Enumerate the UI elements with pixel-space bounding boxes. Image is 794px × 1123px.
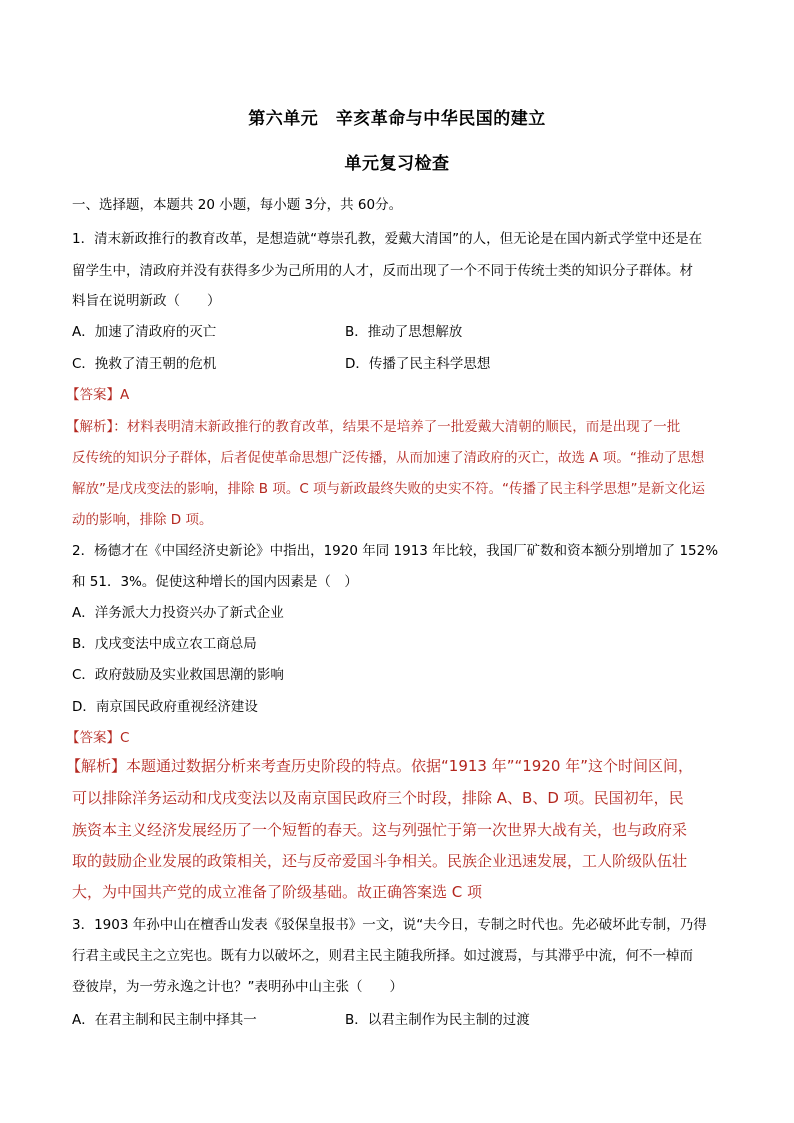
answer-label: 【答案】 (66, 730, 120, 746)
question-3-option-b: B．以君主制作为民主制的过渡 (345, 1012, 530, 1028)
question-3-option-a: A．在君主制和民主制中择其一 (72, 1012, 257, 1028)
question-3-stem-line-3: 登彼岸，为一劳永逸之计也？”表明孙中山主张（ ） (72, 979, 403, 995)
question-1-option-a: A．加速了清政府的灭亡 (72, 324, 217, 340)
page-subtitle: 单元复习检查 (344, 154, 450, 174)
question-3-stem-line-1: 3．1903 年孙中山在檀香山发表《驳保皇报书》一文，说“夫今日，专制之时代也。先必破坏此专制，乃得 (72, 917, 707, 933)
question-1-analysis-line-1: 【解析】：材料表明清末新政推行的教育改革，结果不是培养了一批爱戴大清朝的顺民，而是出现了一批 (66, 419, 681, 435)
question-1-option-d: D．传播了民主科学思想 (345, 356, 491, 372)
unit-title: 第六单元 辛亥革命与中华民国的建立 (248, 109, 546, 129)
question-2-answer (66, 726, 129, 746)
question-1-stem-line-2: 留学生中，清政府并没有获得多少为己所用的人才，反而出现了一个不同于传统士类的知识分子群体。材 (72, 263, 693, 279)
question-3-stem-line-2: 行君主或民主之立宪也。既有力以破坏之，则君主民主随我所择。如过渡焉，与其滞乎中流，何不一棹而 (72, 948, 693, 964)
question-2-analysis-line-3: 族资本主义经济发展经历了一个短暂的春天。这与列强忙于第一次世界大战有关，也与政府采 (72, 821, 688, 839)
question-1-option-c: C．挽救了清王朝的危机 (72, 356, 217, 372)
question-2-option-d: D．南京国民政府重视经济建设 (72, 699, 258, 715)
question-2-analysis-line-1: 【解析】本题通过数据分析来考查历史阶段的特点。依据“1913 年”“1920 年”这个时间区间， (66, 757, 693, 775)
question-2-analysis-line-5: 大，为中国共产党的成立准备了阶级基础。故正确答案选 C 项 (72, 883, 483, 901)
section-heading: 一、选择题，本题共 20 小题，每小题 3分，共 60分。 (72, 197, 403, 213)
question-1-option-b: B．推动了思想解放 (345, 324, 463, 340)
question-1-analysis-line-3: 解放”是戊戌变法的影响，排除 B 项。C 项与新政最终失败的史实不符。“传播了民主科学思想”是新文化运 (72, 481, 706, 497)
answer-label: 【答案】 (66, 387, 120, 403)
answer-value: C (120, 730, 130, 746)
question-2-stem-line-1: 2．杨德才在《中国经济史新论》中指出，1920 年同 1913 年比较，我国厂矿数和资本额分别增加了 152% (72, 543, 719, 559)
question-2-option-a: A．洋务派大力投资兴办了新式企业 (72, 605, 284, 621)
question-2-stem-line-2: 和 51．3%。促使这种增长的国内因素是（ ） (72, 574, 358, 590)
question-2-analysis-line-2: 可以排除洋务运动和戊戌变法以及南京国民政府三个时段，排除 A、B、D 项。民国初年，民 (72, 789, 684, 807)
question-2-option-b: B．戊戌变法中成立农工商总局 (72, 636, 257, 652)
answer-value: A (120, 387, 130, 403)
question-1-stem-line-3: 料旨在说明新政（ ） (72, 293, 221, 309)
question-1-stem-line-1: 1．清末新政推行的教育改革，是想造就“尊崇孔教，爱戴大清国”的人，但无论是在国内新式学堂中还是在 (72, 231, 703, 247)
question-2-option-c: C．政府鼓励及实业救国思潮的影响 (72, 667, 284, 683)
question-1-analysis-line-4: 动的影响，排除 D 项。 (72, 512, 213, 528)
question-1-answer (66, 383, 129, 403)
question-2-analysis-line-4: 取的鼓励企业发展的政策相关，还与反帝爱国斗争相关。民族企业迅速发展，工人阶级队伍壮 (72, 852, 688, 870)
question-1-analysis-line-2: 反传统的知识分子群体，后者促使革命思想广泛传播，从而加速了清政府的灭亡，故选 A 项。“推动了思想 (72, 450, 705, 466)
